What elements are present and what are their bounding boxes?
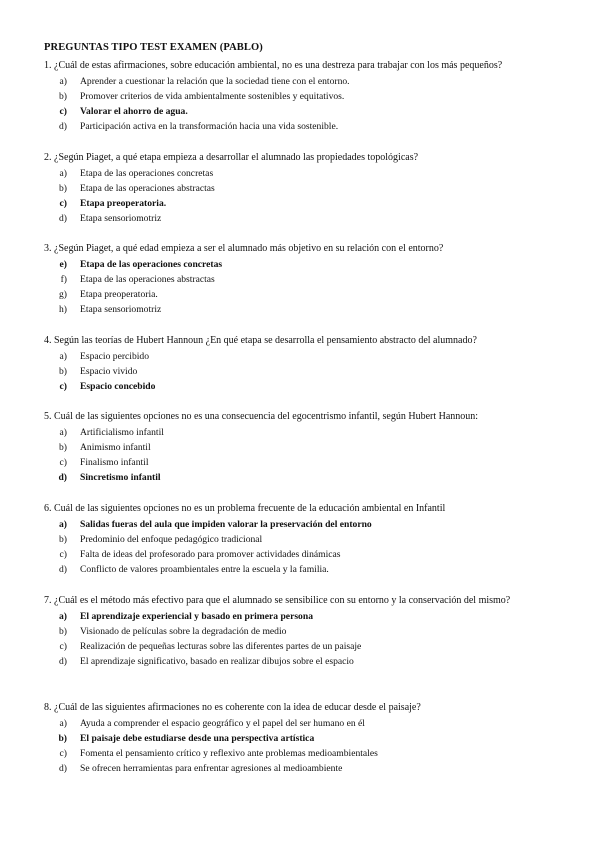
question-3: [44, 241, 564, 318]
option-d: d) Etapa sensoriomotriz: [59, 213, 162, 225]
option-a: a) Etapa de las operaciones concretas: [59, 167, 214, 179]
question-text: 4. Según las teorías de Hubert Hannoun ¿En qué etapa se desarrolla el pensamiento abstracto del alumnado?: [44, 335, 477, 346]
option-d: d) El aprendizaje significativo, basado en realizar dibujos sobre el espacio: [59, 656, 354, 668]
question-1: [44, 58, 564, 135]
option-a: a) Artificialismo infantil: [59, 426, 164, 438]
option-a: a) Ayuda a comprender el espacio geográfico y el papel del ser humano en él: [59, 717, 365, 729]
question-6: [44, 501, 564, 578]
option-a: a) Aprender a cuestionar la relación que la sociedad tiene con el entorno.: [59, 75, 350, 87]
document-title: PREGUNTAS TIPO TEST EXAMEN (PABLO): [44, 42, 263, 53]
question-2: [44, 150, 564, 227]
option-f: f) Etapa de las operaciones abstractas: [60, 273, 215, 285]
question-text: 5. Cuál de las siguientes opciones no es una consecuencia del egocentrismo infantil, según Hubert Hannoun:: [44, 411, 479, 422]
option-a: a) Espacio percibido: [59, 350, 149, 362]
question-text: 3. ¿Según Piaget, a qué edad empieza a ser el alumnado más objetivo en su relación con el entorno?: [44, 243, 444, 254]
option-b: b) Etapa de las operaciones abstractas: [59, 182, 215, 194]
option-b: b) Predominio del enfoque pedagógico tradicional: [59, 533, 263, 545]
question-text: 2. ¿Según Piaget, a qué etapa empieza a desarrollar el alumnado las propiedades topológicas?: [44, 152, 419, 163]
question-text: 6. Cuál de las siguientes opciones no es un problema frecuente de la educación ambiental en Infantil: [44, 503, 446, 514]
option-c: c) Realización de pequeñas lecturas sobre las diferentes partes de un paisaje: [59, 641, 362, 653]
question-5: [44, 409, 564, 486]
option-c: c) Finalismo infantil: [59, 457, 149, 469]
option-b: b) Animismo infantil: [59, 441, 151, 453]
question-text: 8. ¿Cuál de las siguientes afirmaciones no es coherente con la idea de educar desde el paisaje?: [44, 702, 421, 713]
option-b: b) Espacio vivido: [59, 365, 138, 377]
question-8: [44, 700, 564, 777]
question-4: [44, 333, 564, 394]
option-c-correct: c) Valorar el ahorro de agua.: [59, 106, 188, 118]
option-c: c) Fomenta el pensamiento crítico y reflexivo ante problemas medioambientales: [59, 748, 378, 760]
option-h: h) Etapa sensoriomotriz: [59, 304, 162, 316]
option-b: b) Visionado de películas sobre la degradación de medio: [59, 625, 287, 637]
option-d: d) Participación activa en la transformación hacia una vida sostenible.: [59, 121, 339, 133]
option-g: g) Etapa preoperatoria.: [59, 289, 158, 301]
option-d: d) Se ofrecen herramientas para enfrentar agresiones al medioambiente: [59, 763, 343, 775]
option-b-correct: b) El paisaje debe estudiarse desde una perspectiva artística: [58, 732, 315, 744]
option-a-correct: a) Salidas fueras del aula que impiden valorar la preservación del entorno: [59, 518, 372, 530]
option-e-correct: e) Etapa de las operaciones concretas: [59, 258, 223, 270]
option-c: c) Falta de ideas del profesorado para promover actividades dinámicas: [59, 549, 341, 561]
option-a-correct: a) El aprendizaje experiencial y basado en primera persona: [59, 610, 313, 622]
option-c-correct: c) Espacio concebido: [59, 381, 156, 393]
option-d: d) Conflicto de valores proambientales entre la escuela y la familia.: [59, 564, 329, 576]
question-text: 1. ¿Cuál de estas afirmaciones, sobre educación ambiental, no es una destreza para trabajar con los más pequeños?: [44, 60, 503, 71]
option-c-correct: c) Etapa preoperatoria.: [59, 198, 167, 210]
option-d-correct: d) Sincretismo infantil: [58, 472, 161, 484]
option-b: b) Promover criterios de vida ambientalmente sostenibles y equitativos.: [59, 90, 345, 102]
question-7: [44, 593, 564, 670]
question-text: 7. ¿Cuál es el método más efectivo para que el alumnado se sensibilice con su entorno y la conservación del mismo?: [44, 595, 511, 606]
